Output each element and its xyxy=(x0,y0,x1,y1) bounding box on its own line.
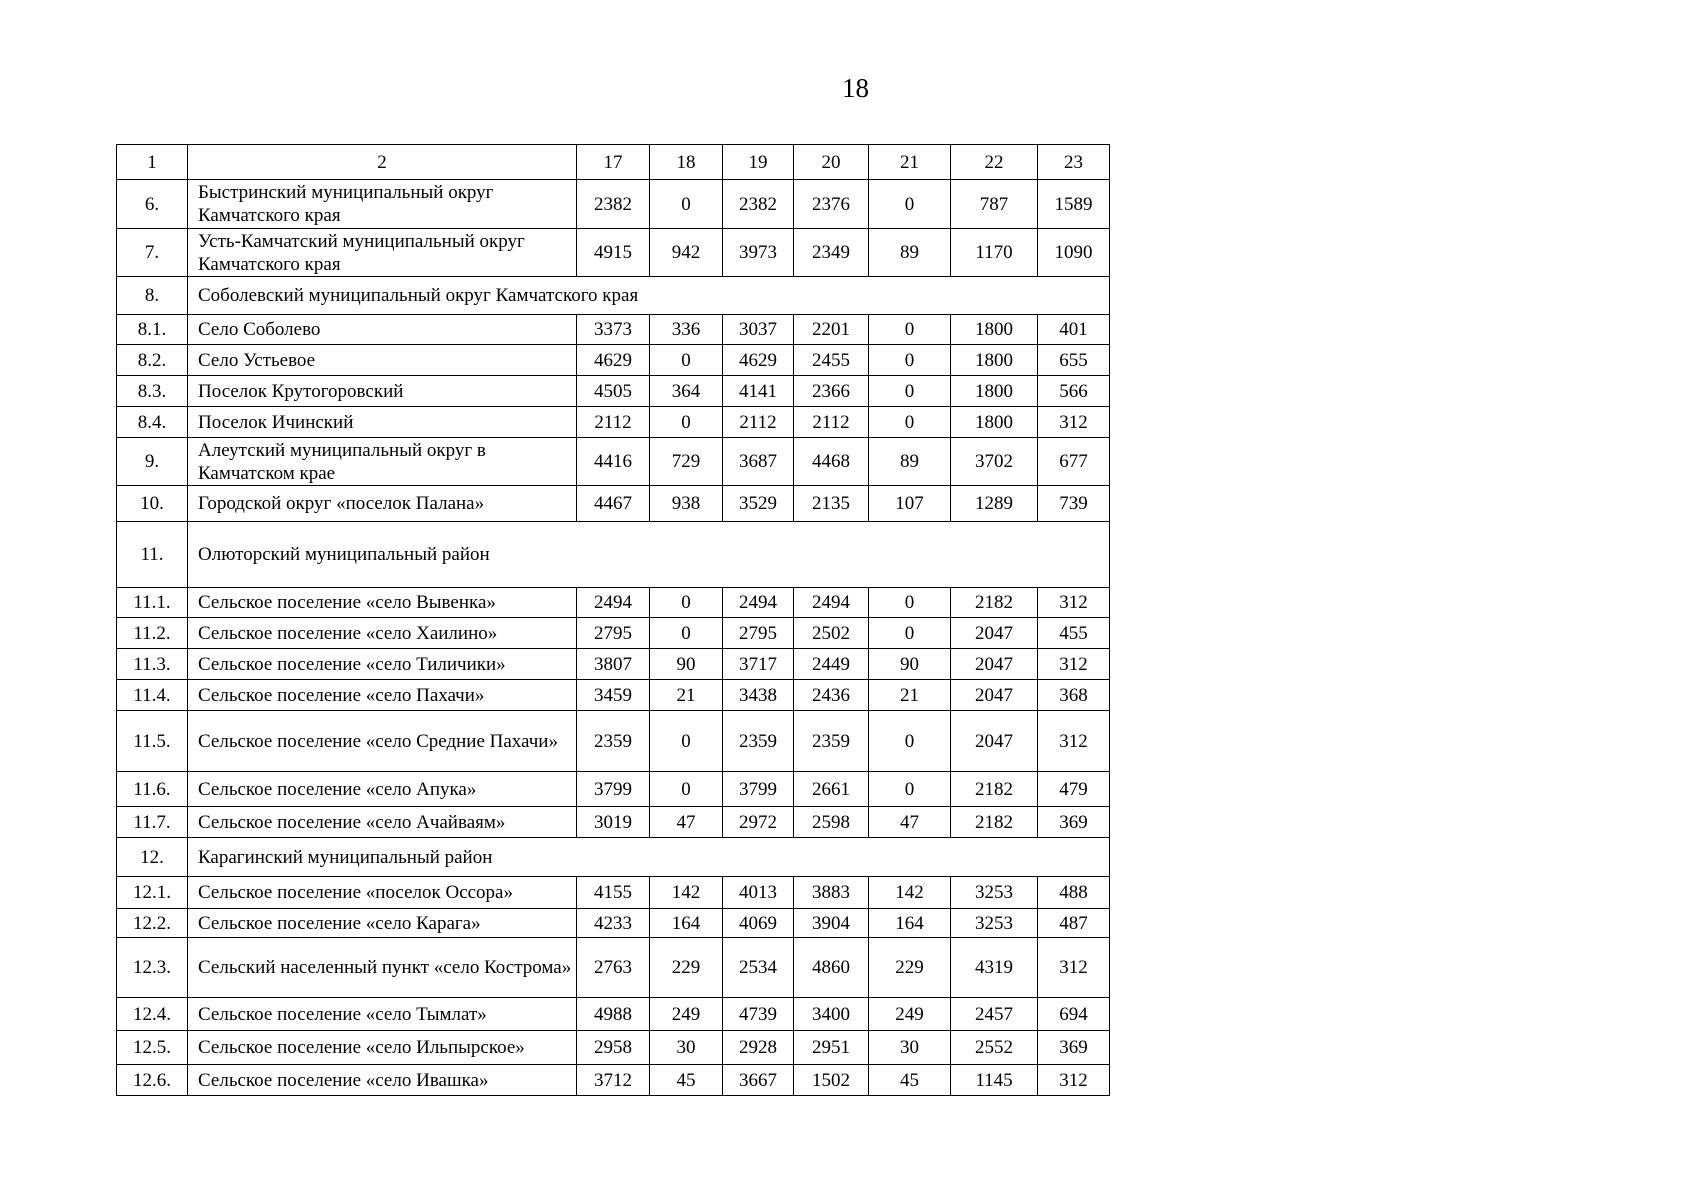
table-row xyxy=(117,345,1110,376)
row-name: Село Соболево xyxy=(188,315,577,345)
table-row xyxy=(117,315,1110,345)
table-row xyxy=(117,772,1110,807)
value-cell: 3253 xyxy=(951,909,1038,938)
value-cell: 1090 xyxy=(1038,229,1110,277)
value-cell: 2494 xyxy=(577,588,650,618)
row-number: 9. xyxy=(117,438,188,486)
value-cell: 2359 xyxy=(723,711,794,772)
value-cell: 142 xyxy=(869,877,951,909)
value-cell: 655 xyxy=(1038,345,1110,376)
value-cell: 3702 xyxy=(951,438,1038,486)
header-cell: 17 xyxy=(577,145,650,180)
value-cell: 0 xyxy=(650,772,723,807)
value-cell: 0 xyxy=(650,711,723,772)
table-row xyxy=(117,438,1110,486)
row-number: 8. xyxy=(117,277,188,315)
header-cell: 21 xyxy=(869,145,951,180)
value-cell: 2534 xyxy=(723,938,794,998)
table-row xyxy=(117,180,1110,229)
section-row xyxy=(117,522,1110,588)
value-cell: 1589 xyxy=(1038,180,1110,229)
value-cell: 2182 xyxy=(951,807,1038,838)
value-cell: 2112 xyxy=(723,407,794,438)
table-row xyxy=(117,807,1110,838)
row-number: 6. xyxy=(117,180,188,229)
row-number: 11.5. xyxy=(117,711,188,772)
value-cell: 3973 xyxy=(723,229,794,277)
value-cell: 3904 xyxy=(794,909,869,938)
row-name: Поселок Ичинский xyxy=(188,407,577,438)
value-cell: 368 xyxy=(1038,680,1110,711)
value-cell: 4013 xyxy=(723,877,794,909)
header-cell: 19 xyxy=(723,145,794,180)
value-cell: 2928 xyxy=(723,1031,794,1065)
row-number: 10. xyxy=(117,486,188,522)
value-cell: 0 xyxy=(869,588,951,618)
table-row xyxy=(117,1065,1110,1096)
value-cell: 2047 xyxy=(951,618,1038,649)
value-cell: 1800 xyxy=(951,407,1038,438)
value-cell: 2661 xyxy=(794,772,869,807)
value-cell: 0 xyxy=(650,345,723,376)
value-cell: 2349 xyxy=(794,229,869,277)
value-cell: 89 xyxy=(869,438,951,486)
row-name: Сельское поселение «село Ильпырское» xyxy=(188,1031,577,1065)
value-cell: 3037 xyxy=(723,315,794,345)
value-cell: 2359 xyxy=(794,711,869,772)
value-cell: 487 xyxy=(1038,909,1110,938)
value-cell: 312 xyxy=(1038,588,1110,618)
value-cell: 30 xyxy=(650,1031,723,1065)
table-body xyxy=(117,145,1110,1096)
row-number: 11.4. xyxy=(117,680,188,711)
value-cell: 2382 xyxy=(723,180,794,229)
value-cell: 2958 xyxy=(577,1031,650,1065)
value-cell: 2047 xyxy=(951,711,1038,772)
value-cell: 1145 xyxy=(951,1065,1038,1096)
value-cell: 3717 xyxy=(723,649,794,680)
value-cell: 2436 xyxy=(794,680,869,711)
value-cell: 0 xyxy=(869,345,951,376)
value-cell: 2449 xyxy=(794,649,869,680)
header-row xyxy=(117,145,1110,180)
value-cell: 312 xyxy=(1038,1065,1110,1096)
value-cell: 3400 xyxy=(794,998,869,1031)
value-cell: 2455 xyxy=(794,345,869,376)
table-row xyxy=(117,649,1110,680)
row-number: 11.6. xyxy=(117,772,188,807)
value-cell: 2795 xyxy=(577,618,650,649)
value-cell: 30 xyxy=(869,1031,951,1065)
value-cell: 4860 xyxy=(794,938,869,998)
value-cell: 1170 xyxy=(951,229,1038,277)
row-number: 11.7. xyxy=(117,807,188,838)
value-cell: 2951 xyxy=(794,1031,869,1065)
value-cell: 2112 xyxy=(794,407,869,438)
header-cell: 2 xyxy=(188,145,577,180)
value-cell: 45 xyxy=(869,1065,951,1096)
value-cell: 3799 xyxy=(723,772,794,807)
row-number: 7. xyxy=(117,229,188,277)
row-name: Сельское поселение «село Ивашка» xyxy=(188,1065,577,1096)
value-cell: 4319 xyxy=(951,938,1038,998)
section-title: Карагинский муниципальный район xyxy=(188,838,1110,877)
row-name: Поселок Крутогоровский xyxy=(188,376,577,407)
value-cell: 2366 xyxy=(794,376,869,407)
row-name: Сельское поселение «село Вывенка» xyxy=(188,588,577,618)
table-row xyxy=(117,229,1110,277)
header-cell: 18 xyxy=(650,145,723,180)
value-cell: 1800 xyxy=(951,376,1038,407)
value-cell: 694 xyxy=(1038,998,1110,1031)
value-cell: 4505 xyxy=(577,376,650,407)
value-cell: 2047 xyxy=(951,680,1038,711)
value-cell: 4739 xyxy=(723,998,794,1031)
row-number: 11.1. xyxy=(117,588,188,618)
row-number: 12.4. xyxy=(117,998,188,1031)
table-row xyxy=(117,588,1110,618)
value-cell: 45 xyxy=(650,1065,723,1096)
row-number: 11. xyxy=(117,522,188,588)
value-cell: 2457 xyxy=(951,998,1038,1031)
value-cell: 0 xyxy=(869,315,951,345)
row-name: Село Устьевое xyxy=(188,345,577,376)
value-cell: 2382 xyxy=(577,180,650,229)
value-cell: 4988 xyxy=(577,998,650,1031)
row-number: 11.3. xyxy=(117,649,188,680)
value-cell: 677 xyxy=(1038,438,1110,486)
value-cell: 47 xyxy=(869,807,951,838)
value-cell: 2598 xyxy=(794,807,869,838)
value-cell: 107 xyxy=(869,486,951,522)
value-cell: 4468 xyxy=(794,438,869,486)
value-cell: 2494 xyxy=(723,588,794,618)
value-cell: 3373 xyxy=(577,315,650,345)
row-name: Сельское поселение «село Хаилино» xyxy=(188,618,577,649)
value-cell: 3807 xyxy=(577,649,650,680)
value-cell: 2359 xyxy=(577,711,650,772)
section-row xyxy=(117,277,1110,315)
row-name: Сельское поселение «село Тиличики» xyxy=(188,649,577,680)
value-cell: 1800 xyxy=(951,345,1038,376)
value-cell: 2182 xyxy=(951,588,1038,618)
table-row xyxy=(117,998,1110,1031)
value-cell: 21 xyxy=(869,680,951,711)
page-number: 18 xyxy=(842,73,869,103)
value-cell: 2135 xyxy=(794,486,869,522)
value-cell: 401 xyxy=(1038,315,1110,345)
row-number: 12.3. xyxy=(117,938,188,998)
value-cell: 3253 xyxy=(951,877,1038,909)
value-cell: 2047 xyxy=(951,649,1038,680)
value-cell: 4155 xyxy=(577,877,650,909)
row-number: 8.2. xyxy=(117,345,188,376)
value-cell: 364 xyxy=(650,376,723,407)
value-cell: 455 xyxy=(1038,618,1110,649)
data-table xyxy=(116,144,1110,1096)
row-name: Городской округ «поселок Палана» xyxy=(188,486,577,522)
value-cell: 249 xyxy=(650,998,723,1031)
value-cell: 1289 xyxy=(951,486,1038,522)
value-cell: 312 xyxy=(1038,407,1110,438)
row-number: 12.6. xyxy=(117,1065,188,1096)
value-cell: 2502 xyxy=(794,618,869,649)
table-row xyxy=(117,680,1110,711)
table-row xyxy=(117,711,1110,772)
value-cell: 4629 xyxy=(723,345,794,376)
value-cell: 488 xyxy=(1038,877,1110,909)
value-cell: 164 xyxy=(650,909,723,938)
value-cell: 3529 xyxy=(723,486,794,522)
value-cell: 2972 xyxy=(723,807,794,838)
value-cell: 0 xyxy=(650,407,723,438)
value-cell: 369 xyxy=(1038,1031,1110,1065)
table-row xyxy=(117,1031,1110,1065)
row-name: Сельское поселение «поселок Оссора» xyxy=(188,877,577,909)
value-cell: 3687 xyxy=(723,438,794,486)
value-cell: 3019 xyxy=(577,807,650,838)
value-cell: 4915 xyxy=(577,229,650,277)
value-cell: 142 xyxy=(650,877,723,909)
value-cell: 566 xyxy=(1038,376,1110,407)
row-name: Усть-Камчатский муниципальный округ Камчатского края xyxy=(188,229,577,277)
table-row xyxy=(117,938,1110,998)
value-cell: 4233 xyxy=(577,909,650,938)
value-cell: 2795 xyxy=(723,618,794,649)
value-cell: 2112 xyxy=(577,407,650,438)
value-cell: 1800 xyxy=(951,315,1038,345)
value-cell: 0 xyxy=(650,588,723,618)
row-number: 12. xyxy=(117,838,188,877)
value-cell: 0 xyxy=(869,407,951,438)
value-cell: 0 xyxy=(650,618,723,649)
row-number: 12.2. xyxy=(117,909,188,938)
value-cell: 942 xyxy=(650,229,723,277)
value-cell: 312 xyxy=(1038,649,1110,680)
value-cell: 336 xyxy=(650,315,723,345)
row-name: Сельское поселение «село Пахачи» xyxy=(188,680,577,711)
value-cell: 0 xyxy=(869,711,951,772)
section-title: Олюторский муниципальный район xyxy=(188,522,1110,588)
value-cell: 3438 xyxy=(723,680,794,711)
value-cell: 0 xyxy=(869,180,951,229)
value-cell: 164 xyxy=(869,909,951,938)
section-row xyxy=(117,838,1110,877)
row-name: Быстринский муниципальный округ Камчатского края xyxy=(188,180,577,229)
value-cell: 729 xyxy=(650,438,723,486)
value-cell: 479 xyxy=(1038,772,1110,807)
value-cell: 3712 xyxy=(577,1065,650,1096)
value-cell: 4141 xyxy=(723,376,794,407)
value-cell: 47 xyxy=(650,807,723,838)
header-cell: 23 xyxy=(1038,145,1110,180)
value-cell: 4069 xyxy=(723,909,794,938)
value-cell: 0 xyxy=(869,618,951,649)
row-number: 8.1. xyxy=(117,315,188,345)
value-cell: 938 xyxy=(650,486,723,522)
header-cell: 1 xyxy=(117,145,188,180)
value-cell: 1502 xyxy=(794,1065,869,1096)
row-name: Сельское поселение «село Ачайваям» xyxy=(188,807,577,838)
value-cell: 2201 xyxy=(794,315,869,345)
value-cell: 3799 xyxy=(577,772,650,807)
value-cell: 369 xyxy=(1038,807,1110,838)
value-cell: 787 xyxy=(951,180,1038,229)
table-row xyxy=(117,618,1110,649)
table-row xyxy=(117,376,1110,407)
value-cell: 312 xyxy=(1038,711,1110,772)
section-title: Соболевский муниципальный округ Камчатского края xyxy=(188,277,1110,315)
value-cell: 2376 xyxy=(794,180,869,229)
table-row xyxy=(117,877,1110,909)
value-cell: 89 xyxy=(869,229,951,277)
value-cell: 3883 xyxy=(794,877,869,909)
value-cell: 2763 xyxy=(577,938,650,998)
table-row xyxy=(117,909,1110,938)
row-name: Сельское поселение «село Тымлат» xyxy=(188,998,577,1031)
table-row xyxy=(117,486,1110,522)
row-name: Сельское поселение «село Средние Пахачи» xyxy=(188,711,577,772)
value-cell: 0 xyxy=(869,772,951,807)
value-cell: 312 xyxy=(1038,938,1110,998)
value-cell: 229 xyxy=(869,938,951,998)
value-cell: 0 xyxy=(869,376,951,407)
value-cell: 3459 xyxy=(577,680,650,711)
header-cell: 20 xyxy=(794,145,869,180)
value-cell: 739 xyxy=(1038,486,1110,522)
value-cell: 4416 xyxy=(577,438,650,486)
header-cell: 22 xyxy=(951,145,1038,180)
value-cell: 2552 xyxy=(951,1031,1038,1065)
row-number: 8.4. xyxy=(117,407,188,438)
value-cell: 249 xyxy=(869,998,951,1031)
value-cell: 21 xyxy=(650,680,723,711)
row-number: 12.5. xyxy=(117,1031,188,1065)
value-cell: 90 xyxy=(869,649,951,680)
value-cell: 90 xyxy=(650,649,723,680)
row-name: Сельское поселение «село Карага» xyxy=(188,909,577,938)
row-name: Сельский населенный пункт «село Кострома» xyxy=(188,938,577,998)
value-cell: 3667 xyxy=(723,1065,794,1096)
table-row xyxy=(117,407,1110,438)
row-number: 8.3. xyxy=(117,376,188,407)
value-cell: 4467 xyxy=(577,486,650,522)
row-number: 12.1. xyxy=(117,877,188,909)
row-name: Сельское поселение «село Апука» xyxy=(188,772,577,807)
value-cell: 0 xyxy=(650,180,723,229)
value-cell: 4629 xyxy=(577,345,650,376)
row-name: Алеутский муниципальный округ в Камчатском крае xyxy=(188,438,577,486)
value-cell: 2182 xyxy=(951,772,1038,807)
value-cell: 229 xyxy=(650,938,723,998)
value-cell: 2494 xyxy=(794,588,869,618)
row-number: 11.2. xyxy=(117,618,188,649)
